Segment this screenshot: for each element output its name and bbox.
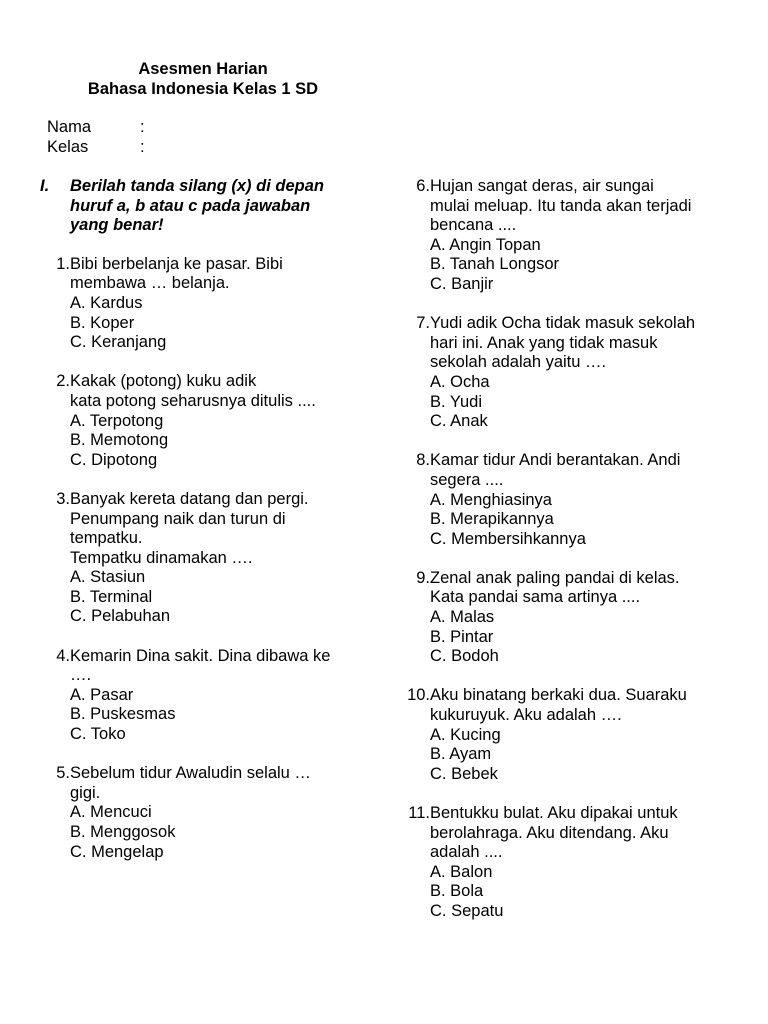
answer-option[interactable]: A. Terpotong [70, 411, 164, 430]
question-item [40, 490, 366, 627]
answer-option[interactable]: A. Kardus [70, 293, 143, 312]
answer-option[interactable]: B. Terminal [70, 587, 153, 606]
question-text-line: Hujan sangat deras, air sungai [430, 177, 654, 195]
answer-option[interactable]: C. Bodoh [430, 647, 499, 666]
answer-option[interactable]: A. Balon [430, 862, 493, 881]
question-text-line: Kakak (potong) kuku adik [70, 372, 257, 391]
question-item [400, 177, 730, 295]
answer-option[interactable]: A. Ocha [430, 372, 490, 391]
answer-option[interactable]: B. Ayam [430, 745, 492, 764]
section-numeral: I. [40, 177, 50, 195]
question-text-line: bencana .... [430, 216, 517, 235]
answer-option[interactable]: B. Memotong [70, 431, 169, 450]
question-item [40, 255, 366, 353]
question-number: 5. [56, 764, 70, 783]
name-row [47, 118, 145, 138]
answer-option[interactable]: C. Keranjang [70, 333, 167, 352]
answer-option[interactable]: C. Dipotong [70, 450, 158, 469]
question-item [400, 804, 730, 922]
question-number: 6. [416, 177, 430, 195]
answer-option[interactable]: A. Mencuci [70, 803, 152, 822]
answer-option[interactable]: C. Mengelap [70, 842, 164, 861]
class-separator: : [140, 138, 145, 156]
answer-option[interactable]: A. Angin Topan [430, 235, 541, 254]
question-text-line: Aku binatang berkaki dua. Suaraku [430, 686, 687, 705]
student-identity [47, 118, 145, 158]
question-text-line: membawa … belanja. [70, 274, 230, 293]
question-text-line: mulai meluap. Itu tanda akan terjadi [430, 196, 692, 215]
question-item [400, 314, 730, 432]
question-text-line: kata potong seharusnya ditulis .... [70, 391, 316, 410]
question-text-line: sekolah adalah yaitu …. [430, 353, 607, 372]
question-text-line: berolahraga. Aku ditendang. Aku [430, 823, 669, 842]
question-body [430, 177, 730, 295]
question-number: 2. [56, 372, 70, 391]
instruction-text [70, 177, 324, 236]
question-number: 3. [56, 489, 70, 508]
question-number: 1. [56, 254, 70, 273]
question-text-line: gigi. [70, 783, 101, 802]
worksheet-title: Asesmen Harian [138, 60, 268, 78]
left-column [40, 177, 366, 882]
question-text-line: Sebelum tidur Awaludin selalu … [70, 764, 311, 783]
answer-option[interactable]: B. Koper [70, 313, 135, 332]
instruction-line: yang benar! [70, 216, 164, 235]
question-text-line: Tempatku dinamakan …. [70, 548, 253, 567]
question-text-line: hari ini. Anak yang tidak masuk [430, 333, 658, 352]
answer-option[interactable]: C. Banjir [430, 274, 494, 293]
question-text-line: Penumpang naik dan turun di [70, 509, 286, 528]
question-body [70, 490, 366, 627]
answer-option[interactable]: C. Bebek [430, 764, 498, 783]
name-separator: : [140, 118, 145, 136]
answer-option[interactable]: A. Pasar [70, 685, 134, 704]
answer-option[interactable]: C. Toko [70, 725, 126, 744]
question-text-line: Kamar tidur Andi berantakan. Andi [430, 451, 681, 470]
question-text-line: …. [70, 666, 92, 685]
question-item [400, 686, 730, 784]
question-body [70, 764, 366, 862]
question-item [400, 451, 730, 549]
right-column [400, 177, 730, 941]
question-number: 4. [56, 646, 70, 665]
question-text-line: Kata pandai sama artinya .... [430, 588, 641, 607]
question-body [70, 647, 366, 745]
question-text-line: Zenal anak paling pandai di kelas. [430, 568, 680, 587]
answer-option[interactable]: A. Menghiasinya [430, 490, 552, 509]
question-number: 10. [407, 686, 430, 705]
question-body [430, 451, 730, 549]
answer-option[interactable]: A. Kucing [430, 725, 501, 744]
name-label: Nama [47, 118, 92, 136]
question-number: 11. [408, 804, 430, 822]
question-text-line: kukuruyuk. Aku adalah …. [430, 706, 622, 725]
question-body [70, 255, 366, 353]
instruction-line: huruf a, b atau c pada jawaban [70, 196, 311, 215]
question-item [40, 764, 366, 862]
question-body [430, 314, 730, 432]
worksheet-subtitle: Bahasa Indonesia Kelas 1 SD [87, 80, 319, 98]
answer-option[interactable]: B. Puskesmas [70, 705, 176, 724]
answer-option[interactable]: C. Sepatu [430, 901, 504, 920]
question-number: 7. [416, 314, 430, 333]
question-text-line: adalah .... [430, 843, 503, 862]
question-item [40, 372, 366, 470]
instruction [40, 177, 366, 236]
left-question-list [40, 255, 366, 862]
answer-option[interactable]: A. Stasiun [70, 568, 146, 587]
question-body [430, 569, 730, 667]
question-item [40, 647, 366, 745]
question-body [70, 372, 366, 470]
answer-option[interactable]: B. Bola [430, 882, 484, 901]
question-body [430, 686, 730, 784]
answer-option[interactable]: A. Malas [430, 608, 495, 627]
worksheet-header [0, 59, 406, 99]
question-text-line: segera .... [430, 470, 504, 489]
answer-option[interactable]: C. Pelabuhan [70, 607, 170, 626]
class-row [47, 138, 145, 158]
class-label: Kelas [47, 138, 89, 156]
question-text-line: Yudi adik Ocha tidak masuk sekolah [430, 314, 696, 333]
question-number: 8. [416, 451, 430, 470]
question-text-line: tempatku. [70, 529, 143, 548]
answer-option[interactable]: B. Yudi [430, 392, 482, 411]
answer-option[interactable]: C. Anak [430, 412, 488, 431]
answer-option[interactable]: C. Membersihkannya [430, 529, 586, 548]
question-item [400, 569, 730, 667]
question-text-line: Banyak kereta datang dan pergi. [70, 489, 309, 508]
question-body [430, 804, 730, 922]
right-question-list [400, 177, 730, 922]
question-text-line: Bibi berbelanja ke pasar. Bibi [70, 254, 283, 273]
question-text-line: Kemarin Dina sakit. Dina dibawa ke [70, 646, 331, 665]
question-text-line: Bentukku bulat. Aku dipakai untuk [430, 804, 678, 822]
answer-option[interactable]: B. Merapikannya [430, 510, 554, 529]
answer-option[interactable]: B. Pintar [430, 627, 494, 646]
instruction-line: Berilah tanda silang (x) di depan [70, 177, 324, 195]
answer-option[interactable]: B. Menggosok [70, 823, 176, 841]
answer-option[interactable]: B. Tanah Longsor [430, 255, 560, 274]
question-number: 9. [416, 568, 430, 587]
